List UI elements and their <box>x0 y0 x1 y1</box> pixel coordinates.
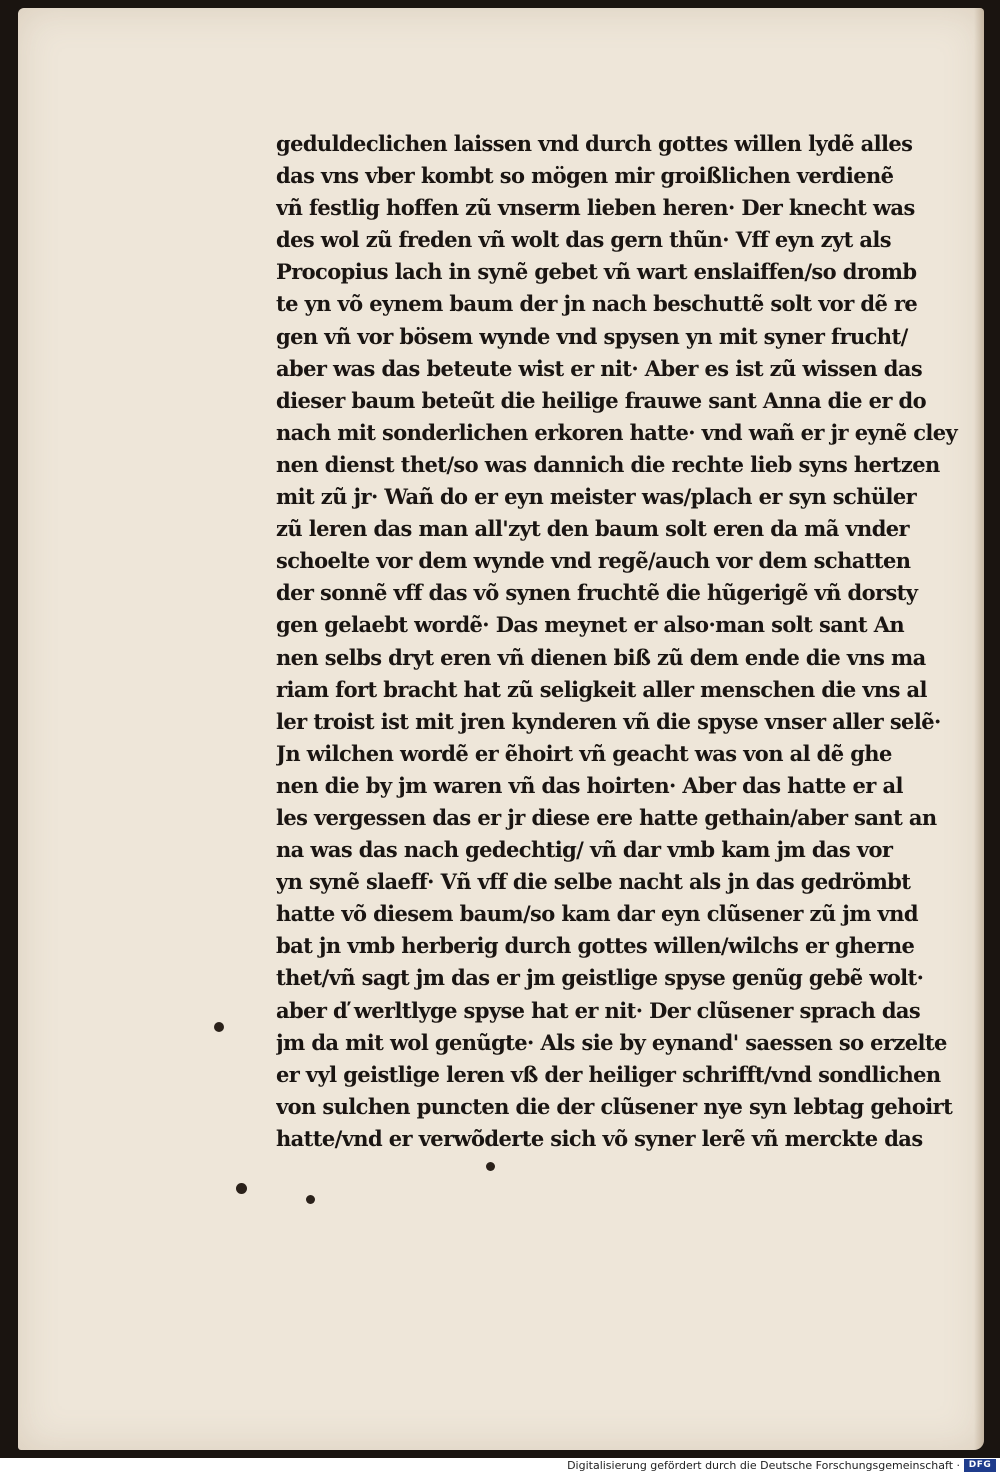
text-line-4: des wol zũ freden vñ wolt das gern thũn· Vff eyn zyt als <box>276 227 891 253</box>
footer-bar <box>0 1458 1000 1474</box>
text-line-9: dieser baum beteũt die heilige frauwe sant Anna die er do <box>276 387 927 413</box>
text-line-21: nen die by jm waren vñ das hoirten· Aber das hatte er al <box>276 772 903 798</box>
text-line-13: zũ leren das man all'zyt den baum solt eren da mã vnder <box>276 516 910 542</box>
text-line-18: riam fort bracht hat zũ seligkeit aller menschen die vns al <box>276 676 927 702</box>
text-line-7: gen vñ vor bösem wynde vnd spysen yn mit syner frucht/ <box>276 323 908 349</box>
ink-spot <box>486 1162 495 1171</box>
ink-spot <box>214 1022 224 1032</box>
text-line-29: jm da mit wol genũgte· Als sie by eynand' saessen so erzelte <box>276 1029 947 1055</box>
dfg-logo-icon: DFG <box>964 1459 996 1472</box>
text-line-22: les vergessen das er jr diese ere hatte gethain/aber sant an <box>276 804 937 830</box>
text-line-24: yn synẽ slaeff· Vñ vff die selbe nacht als jn das gedrömbt <box>276 869 911 895</box>
ink-spot <box>306 1195 315 1204</box>
ink-spot <box>236 1183 247 1194</box>
text-line-19: ler troist ist mit jren kynderen vñ die spyse vnser aller selẽ· <box>276 708 941 734</box>
text-line-14: schoelte vor dem wynde vnd regẽ/auch vor dem schatten <box>276 548 911 574</box>
text-line-8: aber was das beteute wist er nit· Aber es ist zũ wissen das <box>276 355 923 381</box>
text-line-32: hatte/vnd er verwõderte sich võ syner lerẽ vñ merckte das <box>276 1125 923 1151</box>
text-line-10: nach mit sonderlichen erkoren hatte· vnd wañ er jr eynẽ cley <box>276 419 958 445</box>
text-line-23: na was das nach gedechtig/ vñ dar vmb kam jm das vor <box>276 837 893 863</box>
page-edge-shadow <box>974 8 984 1450</box>
text-line-17: nen selbs dryt eren vñ dienen biß zũ dem ende die vns ma <box>276 644 926 670</box>
text-line-5: Procopius lach in synẽ gebet vñ wart enslaiffen/so dromb <box>276 259 917 285</box>
text-line-31: von sulchen puncten die der clũsener nye syn lebtag gehoirt <box>276 1093 953 1119</box>
text-line-15: der sonnẽ vff das võ synen fruchtẽ die hũgerigẽ vñ dorsty <box>276 580 918 606</box>
text-line-2: das vns vber kombt so mögen mir groißlichen verdienẽ <box>276 163 894 189</box>
text-line-20: Jn wilchen wordẽ er ẽhoirt vñ geacht was von al dẽ ghe <box>276 740 892 766</box>
manuscript-page <box>18 8 984 1450</box>
text-line-11: nen dienst thet/so was dannich die rechte lieb syns hertzen <box>276 451 940 477</box>
funding-credit: Digitalisierung gefördert durch die Deutsche Forschungsgemeinschaft · <box>567 1459 960 1472</box>
text-line-26: bat jn vmb herberig durch gottes willen/wilchs er gherne <box>276 933 915 959</box>
text-line-1: geduldeclichen laissen vnd durch gottes willen lydẽ alles <box>276 131 913 156</box>
text-line-27: thet/vñ sagt jm das er jm geistlige spyse genũg gebẽ wolt· <box>276 965 924 991</box>
text-line-6: te yn võ eynem baum der jn nach beschuttẽ solt vor dẽ re <box>276 291 918 317</box>
text-line-12: mit zũ jr· Wañ do er eyn meister was/plach er syn schüler <box>276 484 917 510</box>
text-line-25: hatte võ diesem baum/so kam dar eyn clũsener zũ jm vnd <box>276 901 918 927</box>
text-line-16: gen gelaebt wordẽ· Das meynet er also·man solt sant An <box>276 612 905 638</box>
text-line-30: er vyl geistlige leren vß der heiliger schrifft/vnd sondlichen <box>276 1061 941 1087</box>
text-block <box>276 128 962 1155</box>
text-line-3: vñ festlig hoffen zũ vnserm lieben heren· Der knecht was <box>276 195 915 221</box>
text-line-28: aber ď werltlyge spyse hat er nit· Der clũsener sprach das <box>276 997 921 1023</box>
